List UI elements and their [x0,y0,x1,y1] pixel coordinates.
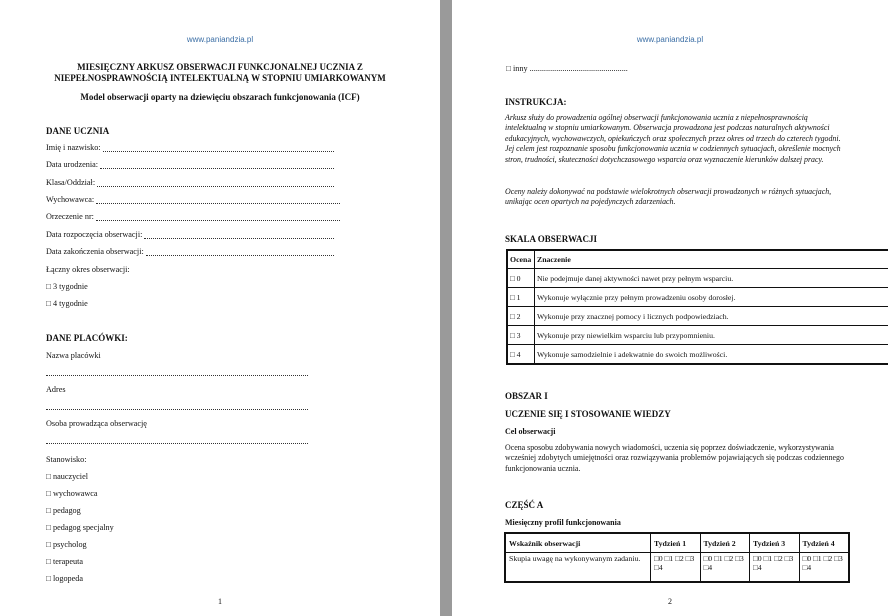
scale-header-row [507,250,888,269]
scale-meaning: Wykonuje samodzielnie i adekwatnie do swoich możliwości. [535,345,888,365]
profile-header-indicator: Wskaźnik obserwacji [505,533,651,553]
student-field-line[interactable] [100,168,334,169]
student-field-label: Wychowawca: [46,195,95,204]
profile-header-week-3: Tydzień 3 [750,533,800,553]
facility-name-label: Nazwa placówki [46,351,101,360]
scale-meaning: Wykonuje przy niewielkim wsparciu lub przypomnieniu. [535,326,888,345]
part-a-heading: CZĘŚĆ A [505,500,544,510]
scale-row [507,345,888,365]
position-option[interactable]: □ nauczyciel [46,472,88,481]
scale-row [507,307,888,326]
facility-data-heading: DANE PLACÓWKI: [46,333,128,343]
scale-row [507,288,888,307]
scale-grade-checkbox[interactable]: □ 0 [507,269,535,288]
student-field-line[interactable] [96,220,340,221]
scale-heading: SKALA OBSERWACJI [505,234,597,244]
page-1 [0,0,440,616]
profile-week-ratings[interactable]: □0 □1 □2 □3 □4 [750,553,800,583]
position-option-other[interactable]: □ inny ................................................ [506,64,628,73]
profile-week-ratings[interactable]: □0 □1 □2 □3 □4 [799,553,849,583]
student-data-heading: DANE UCZNIA [46,126,110,136]
student-field-line[interactable] [144,238,334,239]
student-field-label: Data zakończenia obserwacji: [46,247,144,256]
scale-grade-checkbox[interactable]: □ 1 [507,288,535,307]
page-number-1: 1 [218,597,222,606]
position-option[interactable]: □ logopeda [46,574,84,583]
instruction-paragraph-2: Oceny należy dokonywać na podstawie wielokrotnych obserwacji prowadzonych w różnych sytuacjach, unikając ocen opartych na pojedynczych zdarzeniach. [505,187,832,207]
scale-grade-checkbox[interactable]: □ 4 [507,345,535,365]
period-option-4-weeks[interactable]: □ 4 tygodnie [46,299,88,308]
scale-meaning: Wykonuje wyłącznie przy pełnym prowadzeniu osoby dorosłej. [535,288,888,307]
profile-row [505,553,849,583]
student-field-line[interactable] [96,203,340,204]
position-option[interactable]: □ wychowawca [46,489,98,498]
page-number-2: 2 [668,597,672,606]
period-label: Łączny okres obserwacji: [46,265,130,274]
student-field-line[interactable] [97,186,334,187]
document-title-line2: NIEPEŁNOSPRAWNOŚCIĄ INTELEKTUALNĄ W STOPNIU UMIARKOWANYM [54,73,386,83]
scale-header-meaning: Znaczenie [535,250,888,269]
scale-row [507,326,888,345]
student-field-line[interactable] [146,255,334,256]
student-field-label: Orzeczenie nr: [46,212,94,221]
document-title-line1: MIESIĘCZNY ARKUSZ OBSERWACJI FUNKCJONALNEJ UCZNIA Z [77,62,363,72]
position-option[interactable]: □ pedagog [46,506,81,515]
site-url[interactable]: www.paniandzia.pl [186,35,254,44]
instruction-paragraph-1: Arkusz służy do prowadzenia ogólnej obserwacji funkcjonowania ucznia z niepełnosprawnością intelektualną w stopniu umiarkowanym. Obserwacja prowadzona jest podczas naturalnych aktywności edukacyjnych, wychowawczych, opiekuńczych oraz społecznych przez okres od trzech do czterech tygodni. Jej celem jest rozpoznanie sposobu funkcjonowania ucznia w codziennych sytuacjach, określenie mocnych stron, trudności, skuteczności dotychczasowego wsparcia oraz wyznaczenie kierunków dalszej pracy. [505,113,841,164]
facility-observer-label: Osoba prowadząca obserwację [46,419,147,428]
facility-address-label: Adres [46,385,66,394]
scale-header-grade: Ocena [507,250,535,269]
profile-indicator: Skupia uwagę na wykonywanym zadaniu. [505,553,651,583]
facility-name-line[interactable] [46,375,308,376]
facility-observer-line[interactable] [46,443,308,444]
facility-address-line[interactable] [46,409,308,410]
area-title: UCZENIE SIĘ I STOSOWANIE WIEDZY [505,409,671,419]
profile-heading: Miesięczny profil funkcjonowania [505,518,621,527]
profile-week-ratings[interactable]: □0 □1 □2 □3 □4 [700,553,750,583]
student-field-label: Klasa/Oddział: [46,178,96,187]
period-option-3-weeks[interactable]: □ 3 tygodnie [46,282,88,291]
scale-grade-checkbox[interactable]: □ 3 [507,326,535,345]
scale-meaning: Nie podejmuje danej aktywności nawet przy pełnym wsparciu. [535,269,888,288]
position-option[interactable]: □ psycholog [46,540,87,549]
position-option[interactable]: □ terapeuta [46,557,83,566]
profile-week-ratings[interactable]: □0 □1 □2 □3 □4 [651,553,701,583]
profile-header-week-1: Tydzień 1 [651,533,701,553]
position-option[interactable]: □ pedagog specjalny [46,523,114,532]
scale-meaning: Wykonuje przy znacznej pomocy i licznych podpowiedziach. [535,307,888,326]
scale-row [507,269,888,288]
site-url[interactable]: www.paniandzia.pl [636,35,704,44]
student-field-line[interactable] [103,151,334,152]
profile-header-week-4: Tydzień 4 [799,533,849,553]
scale-table [506,249,888,365]
instruction-heading: INSTRUKCJA: [505,97,567,107]
student-field-label: Data rozpoczęcia obserwacji: [46,230,143,239]
scale-grade-checkbox[interactable]: □ 2 [507,307,535,326]
profile-header-row [505,533,849,553]
document-subtitle: Model obserwacji oparty na dziewięciu obszarach funkcjonowania (ICF) [80,92,360,102]
goal-text: Ocena sposobu zdobywania nowych wiadomości, uczenia się poprzez doświadczenie, wykorzystywania wcześniej zdobytych umiejętności oraz rozwiązywania problemów pojawiających się podczas codziennego funkcjonowania ucznia. [505,443,844,473]
page-2 [452,0,888,616]
goal-heading: Cel obserwacji [505,427,556,436]
profile-table [504,532,850,583]
student-field-label: Imię i nazwisko: [46,143,101,152]
profile-header-week-2: Tydzień 2 [700,533,750,553]
position-label: Stanowisko: [46,455,87,464]
area-heading: OBSZAR I [505,391,548,401]
student-field-label: Data urodzenia: [46,160,99,169]
